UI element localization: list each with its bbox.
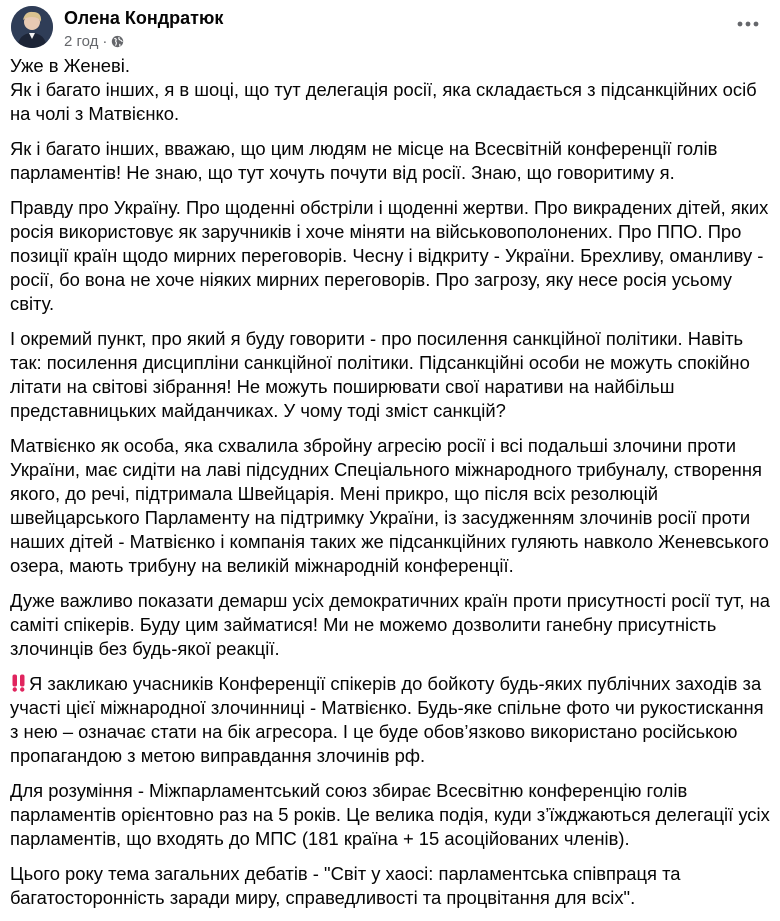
meta-separator: · [102,33,108,50]
post-header [11,6,770,50]
avatar[interactable] [11,6,53,48]
post-meta [64,33,124,50]
post-paragraph [10,54,772,126]
globe-icon[interactable] [111,35,124,48]
post-paragraph: Матвієнко як особа, яка схвалила збройну агресію росії і всі подальші злочини проти України, має сидіти на лаві підсудних Спеціального міжнародного трибуналу, створення якого, до речі, підтримала Швейцарія. Мені прикро, що після всіх резолюцій швейцарського Парламенту на підтримку України, із засудженням злочинів росії проти наших дітей - Матвієнко і компанія таких же підсанкційних гуляють навколо Женевського озера, мають трибуну на великій міжнародній конференції. [10,435,769,576]
more-options-button[interactable] [732,10,764,38]
double-exclamation-icon [10,674,27,692]
post-time[interactable]: 2 год [64,33,99,50]
paragraph-line: Як і багато інших, я в шоці, що тут делегація росії, яка складається з підсанкційних осіб на чолі з Матвієнко. [10,79,757,124]
post-text [10,54,772,921]
post-paragraph: Цього року тема загальних дебатів - "Світ у хаосі: парламентська співпраця та багатосторонність заради миру, справедливості та процвітання для всіх". [10,863,681,908]
post-paragraph: Правду про Україну. Про щоденні обстріли і щоденні жертви. Про викрадених дітей, яких росія використовує як заручників і хоче міняти на військовополонених. Про ППО. Про позиції країн щодо мирних переговорів. Чесну і відкриту - України. Брехливу, оманливу - росії, бо вона не хоче ніяких мирних переговорів. Про загрозу, яку несе росія усьому світу. [10,197,769,314]
boycott-text: Я закликаю учасників Конференції спікерів до бойкоту будь-яких публічних заходів за участі цієї міжнародної злочинниці - Матвієнко. Будь-яке спільне фото чи рукостискання з нею – означає стати на бік агресора. І це буде обов’язково використано російською пропагандою з метою виправдання злочинів рф. [10,673,764,766]
post-paragraph: І окремий пункт, про який я буду говорити - про посилення санкційної політики. Навіть так: посилення дисципліни санкційної політики. Підсанкційні особи не можуть спокійно літати на світові зібрання! Не можуть поширювати свої наративи на найбільш представницьких майданчиках. У чому тоді зміст санкцій? [10,328,750,421]
post-paragraph [10,672,772,768]
paragraph-line: Уже в Женеві. [10,55,130,76]
post-paragraph: Як і багато інших, вважаю, що цим людям не місце на Всесвітній конференції голів парламентів! Не знаю, що тут хочуть почути від росії. Знаю, що говоритиму я. [10,138,718,183]
post-paragraph: Дуже важливо показати демарш усіх демократичних країн проти присутності росії тут, на саміті спікерів. Буду цим займатися! Ми не можемо дозволити ганебну присутність злочинців без будь-якої реакції. [10,590,770,659]
author-name[interactable]: Олена Кондратюк [64,8,224,28]
avatar-photo-icon [11,6,53,48]
more-horizontal-icon [737,21,759,27]
post-paragraph: Для розуміння - Міжпарламентський союз збирає Всесвітню конференцію голів парламентів орієнтовно раз на 5 років. Це велика подія, куди з’їжджаються делегації усіх парламентів, що входять до МПС (181 країна + 15 асоційованих членів). [10,780,770,849]
